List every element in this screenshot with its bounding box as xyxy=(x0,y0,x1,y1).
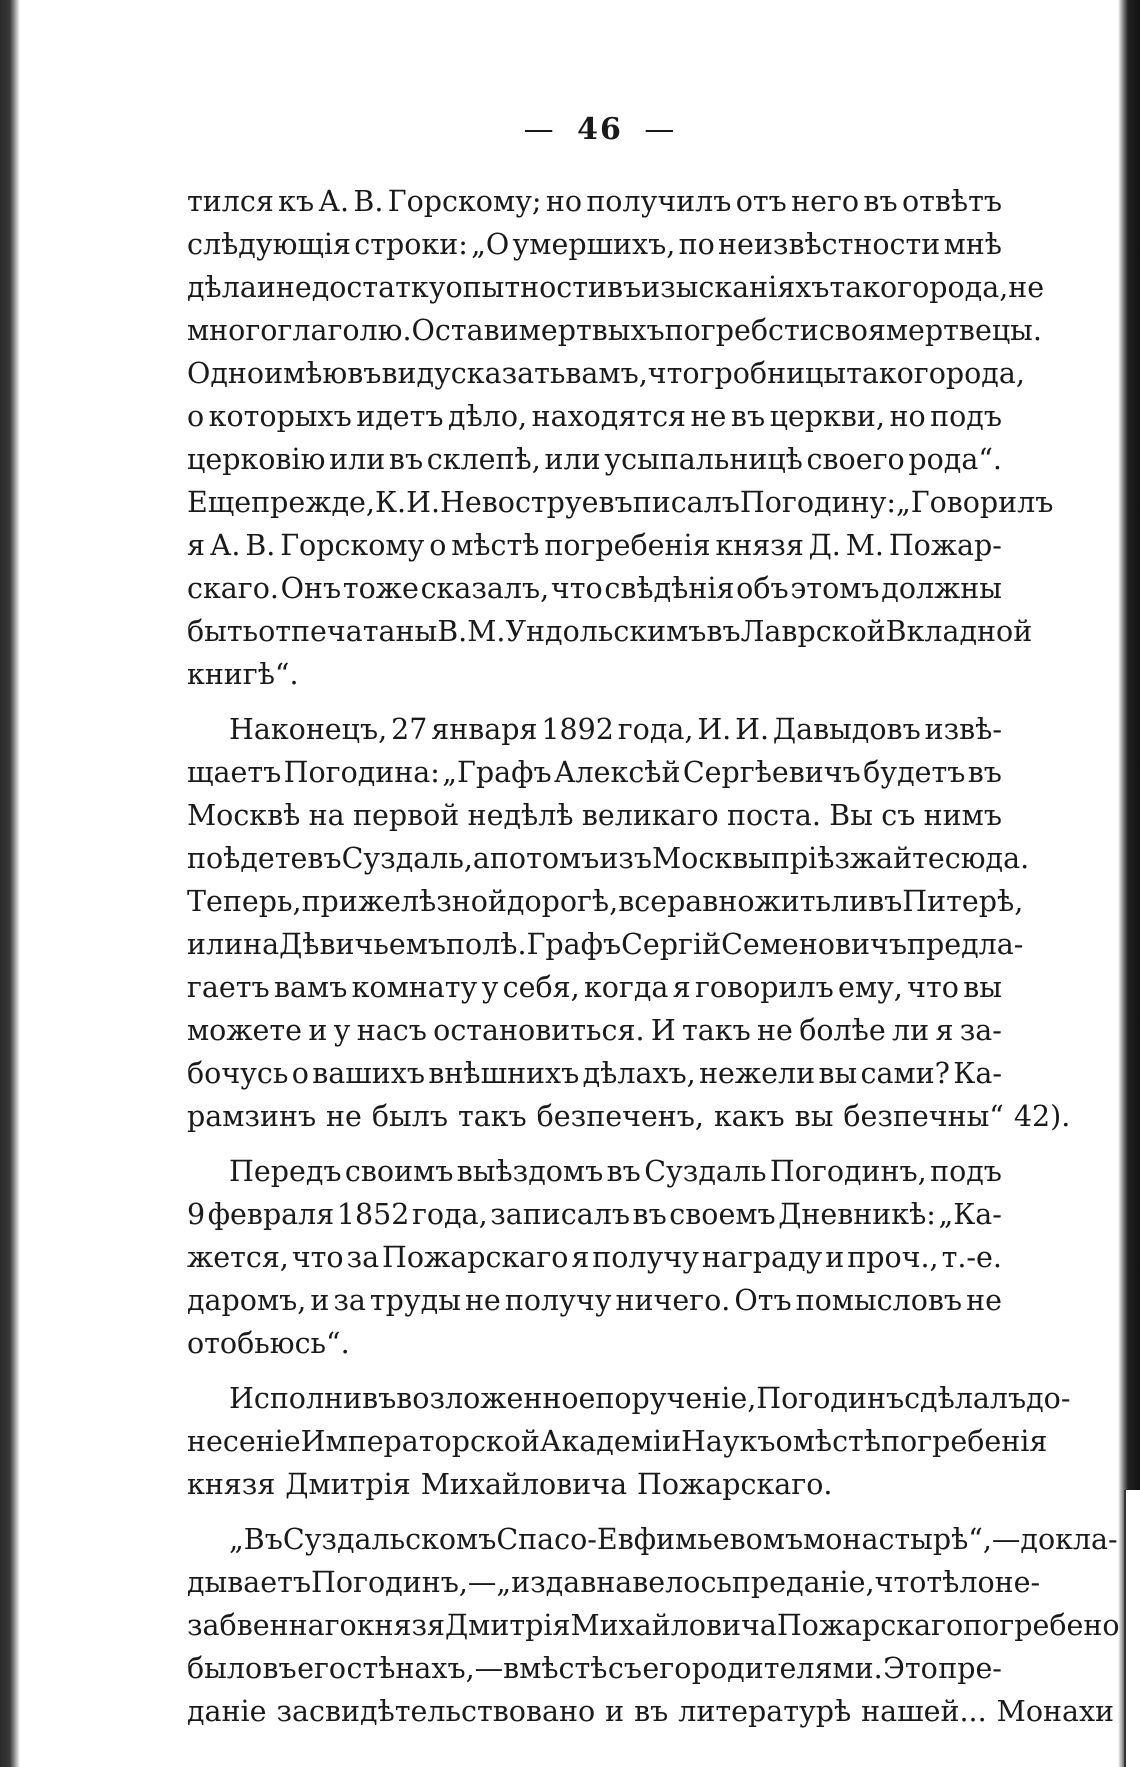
text-line: много глаголю. Остави мертвыхъ погребсти своя мертвецы. xyxy=(187,314,1042,347)
page-number-header xyxy=(30,112,1140,147)
text-line: дываетъ Погодинъ,—„издавна велось преданіе, что тѣло не- xyxy=(187,1566,1041,1599)
text-line: Москвѣ на первой недѣлѣ великаго поста. Вы съ нимъ xyxy=(187,799,1002,832)
header-dash-right: — xyxy=(644,112,677,147)
text-line: забвеннаго князя Дмитрія Михайловича Пожарскаго погребено xyxy=(187,1609,1120,1642)
text-line: книгѣ“. xyxy=(187,658,299,691)
paragraph-5 xyxy=(187,1518,1120,1733)
text-line: скаго. Онъ тоже сказалъ, что свѣдѣнія объ этомъ должны xyxy=(187,572,1002,605)
text-line: слѣдующія строки: „О умершихъ, по неизвѣстности мнѣ xyxy=(187,228,1002,261)
paragraph-1 xyxy=(187,180,1054,708)
scan-edge-right-tab xyxy=(1124,1490,1140,1767)
text-line: несеніе Императорской Академіи Наукъ о мѣстѣ погребенія xyxy=(187,1425,1048,1458)
text-line: тился къ А. В. Горскому; но получилъ отъ него въ отвѣтъ xyxy=(187,185,1002,218)
text-line: даромъ, и за труды не получу ничего. Отъ помысловъ не xyxy=(187,1284,1002,1317)
text-line: или на Дѣвичьемъ полѣ. Графъ Сергій Семеновичъ предла- xyxy=(187,928,1024,961)
scan-edge-left xyxy=(0,0,20,1767)
paragraph-4 xyxy=(187,1377,1071,1518)
text-line: поѣдете въ Суздаль, а потомъ изъ Москвы пріѣзжайте сюда. xyxy=(187,842,1030,875)
text-line: князя Дмитрія Михайловича Пожарскаго. xyxy=(187,1468,833,1501)
text-line: я А. В. Горскому о мѣстѣ погребенія князя Д. М. Пожар- xyxy=(187,529,1002,562)
paragraph-2 xyxy=(187,708,1071,1150)
text-line: отобьюсь“. xyxy=(187,1327,350,1360)
text-line: Наконецъ, 27 января 1892 года, И. И. Давыдовъ извѣ- xyxy=(229,713,1002,746)
text-line: церковію или въ склепѣ, или усыпальницѣ своего рода“. xyxy=(187,443,1002,476)
text-line: Теперь, при желѣзной дорогѣ, все равно жить ли въ Питерѣ, xyxy=(187,885,1024,918)
text-line: бочусь о вашихъ внѣшнихъ дѣлахъ, нежели вы сами? Ка- xyxy=(187,1057,1002,1090)
paragraph-gap xyxy=(187,1506,1002,1518)
text-line: гаетъ вамъ комнату у себя, когда я говорилъ ему, что вы xyxy=(187,971,1002,1004)
text-line: Исполнивъ возложенное порученіе, Погодинъ сдѣлалъ до- xyxy=(229,1382,1071,1415)
text-line: рамзинъ не былъ такъ безпеченъ, какъ вы безпечны“ 42). xyxy=(187,1100,1071,1133)
header-dash-left: — xyxy=(523,112,556,147)
text-line: было въ его стѣнахъ,—вмѣстѣ съ его родителями. Это пре- xyxy=(187,1652,1002,1685)
body-text xyxy=(187,180,1120,1733)
text-line: быть отпечатаны В. М. Ундольскимъ въ Лаврской Вкладной xyxy=(187,615,1033,648)
text-line: дѣла и недостатку опытности въ изысканіяхъ такого рода, не xyxy=(187,271,1045,304)
text-line: щаетъ Погодина: „Графъ Алексѣй Сергѣевичъ будетъ въ xyxy=(187,756,1002,789)
text-line: Одно имѣю въ виду сказать вамъ, что гробницы такого рода, xyxy=(187,357,1025,390)
text-line: „Въ Суздальскомъ Спасо-Евфимьевомъ монастырѣ“,—докла- xyxy=(229,1523,1118,1556)
text-line: о которыхъ идетъ дѣло, находятся не въ церкви, но подъ xyxy=(187,400,1002,433)
text-line: 9 февраля 1852 года, записалъ въ своемъ Дневникѣ: „Ка- xyxy=(187,1198,1002,1231)
page-number: 46 xyxy=(577,112,623,147)
text-line: жется, что за Пожарскаго я получу награду и проч., т.-е. xyxy=(187,1241,1002,1274)
paragraph-gap xyxy=(187,1365,1002,1377)
paragraph-gap xyxy=(187,1138,1002,1150)
text-line: Передъ своимъ выѣздомъ въ Суздаль Погодинъ, подъ xyxy=(229,1155,1002,1188)
text-line: даніе засвидѣтельствовано и въ литературѣ нашей... Монахи xyxy=(187,1695,1115,1728)
paragraph-3 xyxy=(187,1150,1002,1377)
text-line: можете и у насъ остановиться. И такъ не болѣе ли я за- xyxy=(187,1014,1002,1047)
text-line: Еще прежде, К. И. Невоструевъ писалъ Погодину: „Говорилъ xyxy=(187,486,1054,519)
paragraph-gap xyxy=(187,696,1002,708)
